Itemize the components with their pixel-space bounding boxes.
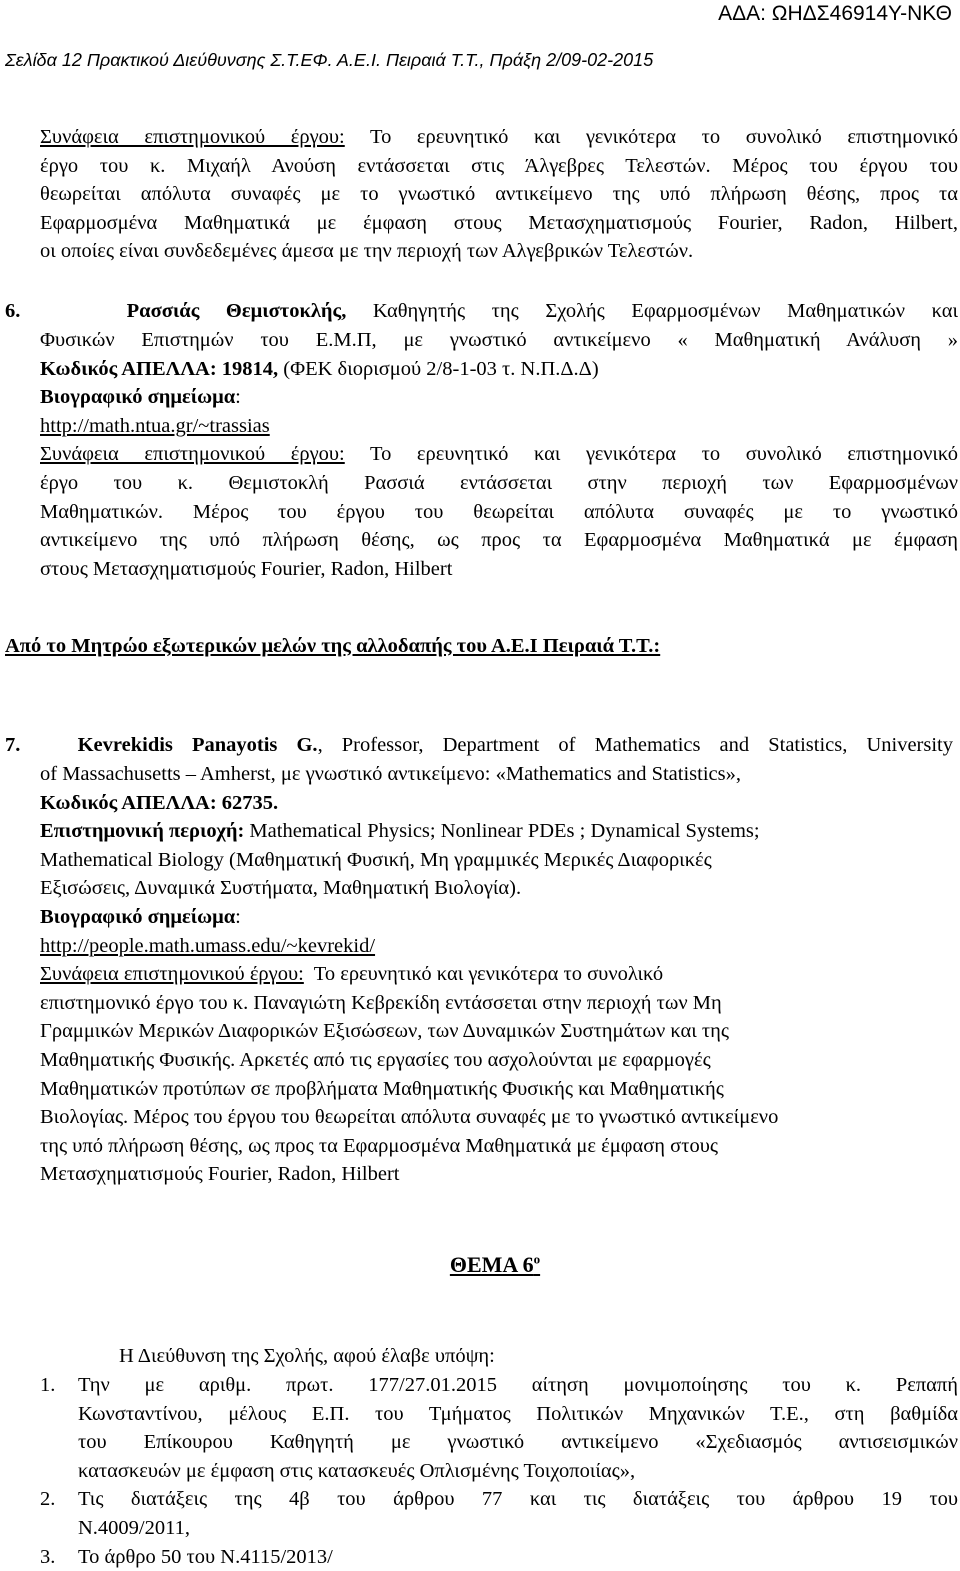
text-line: οι οποίες είναι συνδεδεμένες άμεσα με την περιοχή των Αλγεβρικών Τελεστών. <box>40 240 694 263</box>
text-line: Βιολογίας. Μέρος του έργου του θεωρείται απόλυτα συναφές με το γνωστικό αντικείμενο <box>40 1106 779 1129</box>
item-7 <box>5 731 953 760</box>
text-line: θεωρείται απόλυτα συναφές με το γνωστικό αντικείμενο της υπό πλήρωση θέσης, προς τα <box>40 183 958 206</box>
bio-label: Βιογραφικό σημείωμα: <box>40 905 241 928</box>
text-line: Τις διατάξεις της 4β του άρθρου 77 και τις διατάξεις του άρθρου 19 του <box>78 1488 958 1511</box>
list-item <box>40 1371 958 1485</box>
area-label: Επιστημονική περιοχή: <box>40 820 245 843</box>
text-line: αντικείμενο της υπό πλήρωση θέσης, ως προς τα Εφαρμοσμένα Μαθηματικά με έμφαση <box>40 529 958 552</box>
text-line: έργο του κ. Μιχαήλ Ανούση εντάσσεται στις Άλγεβρες Τελεστών. Μέρος του έργου του <box>40 154 958 177</box>
text-line: του Επίκουρου Καθηγητή με γνωστικό αντικείμενο «Σχεδιασμός αντισεισμικών <box>78 1431 958 1454</box>
item-7-body <box>40 760 900 1189</box>
relevance-label: Συνάφεια επιστημονικού έργου: <box>40 443 345 466</box>
list-number: 3. <box>40 1545 56 1568</box>
foreign-register-heading: Από το Μητρώο εξωτερικών μελών της αλλοδαπής του Α.Ε.Ι Πειραιά Τ.Τ.: <box>5 635 661 657</box>
considerations-list <box>40 1371 958 1571</box>
member-name: Kevrekidis Panayotis G. <box>77 734 318 756</box>
text-line: Mathematical Biology (Μαθηματική Φυσική, Μη γραμμικές Μερικές Διαφορικές <box>40 848 712 871</box>
text-line: της υπό πλήρωση θέσης, ως προς τα Εφαρμοσμένα Μαθηματικά με έμφαση στους <box>40 1134 718 1157</box>
text-line: (ΦΕΚ διορισμού 2/8-1-03 τ. Ν.Π.Δ.Δ) <box>283 357 599 380</box>
text-line: Το ερευνητικό και γενικότερα το συνολικό <box>313 963 664 986</box>
text-line: , Professor, Department of Mathematics and Statistics, University <box>317 734 953 756</box>
list-number: 1. <box>40 1374 56 1396</box>
bio-link[interactable]: http://people.math.umass.edu/~kevrekid/ <box>40 934 376 957</box>
item-6 <box>5 297 958 326</box>
page-header: Σελίδα 12 Πρακτικού Διεύθυνσης Σ.Τ.ΕΦ. Α.Ε.Ι. Πειραιά Τ.Τ., Πράξη 2/09-02-2015 <box>5 50 654 70</box>
text-line: Μαθηματικών. Μέρος του έργου του θεωρείται απόλυτα συναφές με το γνωστικό <box>40 500 958 523</box>
list-item <box>40 1543 958 1571</box>
text-line: Μαθηματικών προτύπων σε προβλήματα Μαθηματικής Φυσικής και Μαθηματικής <box>40 1077 724 1100</box>
text-line: Καθηγητής της Σχολής Εφαρμοσμένων Μαθηματικών και <box>372 300 959 322</box>
item-6-body <box>40 326 958 583</box>
text-line: Εφαρμοσμένα Μαθηματικά με έμφαση στους Μετασχηματισμούς Fourier, Radon, Hilbert, <box>40 211 958 234</box>
text-line: Το άρθρο 50 του Ν.4115/2013/ <box>78 1545 333 1568</box>
text-line: Γραμμικών Μερικών Διαφορικών Εξισώσεων, των Δυναμικών Συστημάτων και της <box>40 1020 729 1043</box>
relevance-label: Συνάφεια επιστημονικού έργου: <box>40 963 304 986</box>
text-line: of Massachusetts – Amherst, με γνωστικό αντικείμενο: «Mathematics and Statistics», <box>40 763 741 785</box>
relevance-paragraph-anousis <box>40 123 958 266</box>
item-number: 7. <box>5 734 21 756</box>
list-number: 2. <box>40 1488 56 1511</box>
text-line: Ν.4009/2011, <box>78 1516 190 1539</box>
member-name: Ρασσιάς Θεμιστοκλής, <box>126 300 347 322</box>
relevance-label: Συνάφεια επιστημονικού έργου: <box>40 126 345 148</box>
text-line: κατασκευών με έμφαση στις κατασκευές Οπλισμένης Τοιχοποιίας», <box>78 1459 636 1482</box>
apella-code: Κωδικός ΑΠΕΛΛΑ: 19814, <box>40 357 279 380</box>
list-item <box>40 1485 958 1542</box>
ada-code: ΑΔΑ: ΩΗΔΣ46914Υ-ΝΚΘ <box>718 2 952 25</box>
text-line: επιστημονικό έργο του κ. Παναγιώτη Κεβρεκίδη εντάσσεται στην περιοχή των Μη <box>40 991 722 1014</box>
text-line: Την με αριθμ. πρωτ. 177/27.01.2015 αίτηση μονιμοποίησης του κ. Ρεπαπή <box>78 1374 958 1396</box>
text-line: Φυσικών Επιστημών του Ε.Μ.Π, με γνωστικό αντικείμενο « Μαθηματική Ανάλυση » <box>40 329 958 351</box>
apella-code: Κωδικός ΑΠΕΛΛΑ: 62735. <box>40 791 279 814</box>
text-line: Το ερευνητικό και γενικότερα το συνολικό επιστημονικό <box>369 443 958 466</box>
intro-text: Η Διεύθυνση της Σχολής, αφού έλαβε υπόψη: <box>119 1345 495 1367</box>
item-number: 6. <box>5 300 21 322</box>
thema-heading: ΘΕΜΑ $6^o$ <box>449 1252 541 1278</box>
bio-link[interactable]: http://math.ntua.gr/~trassias <box>40 414 270 437</box>
text-line: έργο του κ. Θεμιστοκλή Ρασσιά εντάσσεται στην περιοχή των Εφαρμοσμένων <box>40 471 958 494</box>
text-line: Εξισώσεις, Δυναμικά Συστήματα, Μαθηματική Βιολογία). <box>40 877 522 900</box>
text-line: Κωνσταντίνου, μέλους Ε.Π. του Τμήματος Πολιτικών Μηχανικών Τ.Ε., στη βαθμίδα <box>78 1402 958 1425</box>
text-line: Μαθηματικής Φυσικής. Αρκετές από τις εργασίες του ασχολούνται με εφαρμογές <box>40 1048 711 1071</box>
text-line: Mathematical Physics; Nonlinear PDEs ; Dynamical Systems; <box>249 820 760 843</box>
text-line: στους Μετασχηματισμούς Fourier, Radon, Hilbert <box>40 557 453 580</box>
text-line: Το ερευνητικό και γενικότερα το συνολικό επιστημονικό <box>369 126 958 148</box>
text-line: Μετασχηματισμούς Fourier, Radon, Hilbert <box>40 1163 400 1186</box>
bio-label: Βιογραφικό σημείωμα: <box>40 386 241 409</box>
